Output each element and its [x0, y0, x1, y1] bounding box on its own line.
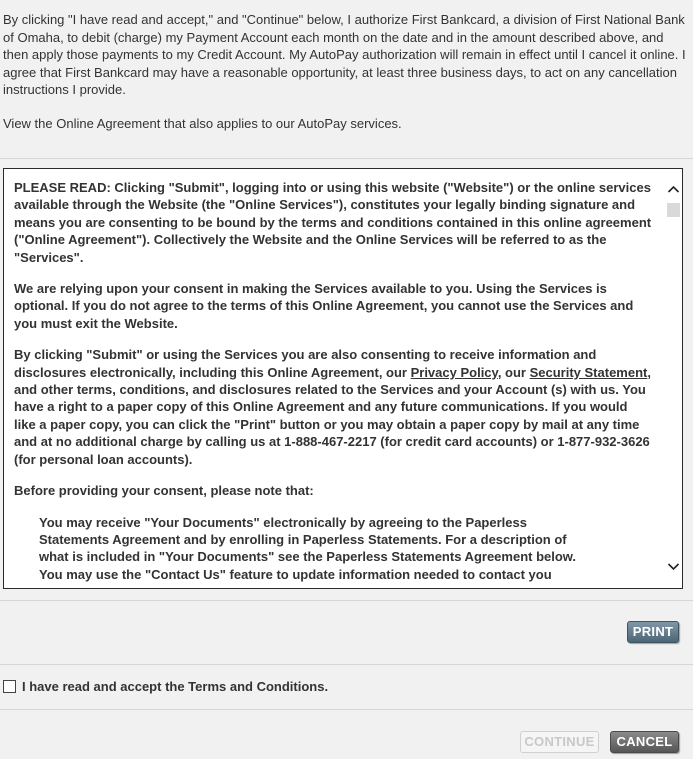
security-statement-link[interactable]: Security Statement: [529, 364, 648, 380]
divider: [0, 709, 693, 710]
agreement-content: [14, 179, 652, 589]
autopay-intro: [3, 11, 687, 148]
authorization-text: By clicking "I have read and accept," and "Continue" below, I authorize First Bankcard, a division of First National Bank of Omaha, to debit (charge) my Payment Account each month on the date and in the amount described above, and then apply those payments to my Credit Account. My AutoPay authorization will remain in effect until I cancel it online. I agree that First Bankcard may have a reasonable opportunity, at least three business days, to act on any cancellation instructions I provide.: [3, 12, 686, 97]
scroll-thumb[interactable]: [667, 203, 680, 217]
view-agreement-text: View the Online Agreement that also applies to our AutoPay services.: [3, 115, 402, 131]
scroll-down-icon[interactable]: [665, 558, 682, 575]
agreement-paragraph: By clicking "Submit" or using the Services you are also consenting to receive information and disclosures electronically, including this Online Agreement, our Privacy Policy, our Security Statement, and other terms, conditions, and disclosures related to the Services and your Account (s) with us. You have a right to a paper copy of this Online Agreement and any future communications. If you would like a paper copy, you can click the "Print" button or you may obtain a paper copy by mail at any time and at no additional charge by calling us at 1-888-467-2217 (for credit card accounts) or 1-877-932-3626 (for personal loan accounts).: [14, 347, 651, 467]
divider: [0, 664, 693, 665]
agreement-paragraph: You may receive "Your Documents" electronically by agreeing to the Paperless Statements Agreement and by enrolling in Paperless Statements. For a description of what is included in "Your Documents" see the Paperless Statements Agreement below. You may use the "Contact Us" feature to update information needed to contact you: [39, 514, 577, 582]
accept-terms-checkbox[interactable]: [3, 680, 16, 693]
print-button[interactable]: PRINT: [627, 621, 679, 643]
agreement-paragraph: We are relying upon your consent in making the Services available to you. Using the Services is optional. If you do not agree to the terms of this Online Agreement, you cannot use the Services and you must exit the Website.: [14, 281, 634, 331]
divider: [0, 158, 693, 159]
agreement-scrollbar[interactable]: [665, 169, 682, 588]
divider: [0, 600, 693, 601]
cancel-button[interactable]: CANCEL: [610, 731, 679, 753]
accept-terms-label[interactable]: I have read and accept the Terms and Conditions.: [22, 679, 329, 694]
continue-button[interactable]: CONTINUE: [520, 731, 599, 753]
scroll-up-icon[interactable]: [665, 181, 682, 198]
agreement-paragraph: Before providing your consent, please note that:: [14, 483, 314, 499]
online-agreement-box[interactable]: [3, 168, 683, 589]
agreement-paragraph: PLEASE READ: Clicking "Submit", logging into or using this website ("Website") or the online services available through the Website (the "Online Services"), constitutes your legally binding signature and means you are consenting to be bound by the terms and conditions contained in this online agreement ("Online Agreement"). Collectively the Website and the Online Services will be referred to as the "Services".: [14, 180, 652, 265]
privacy-policy-link[interactable]: Privacy Policy: [410, 364, 498, 380]
